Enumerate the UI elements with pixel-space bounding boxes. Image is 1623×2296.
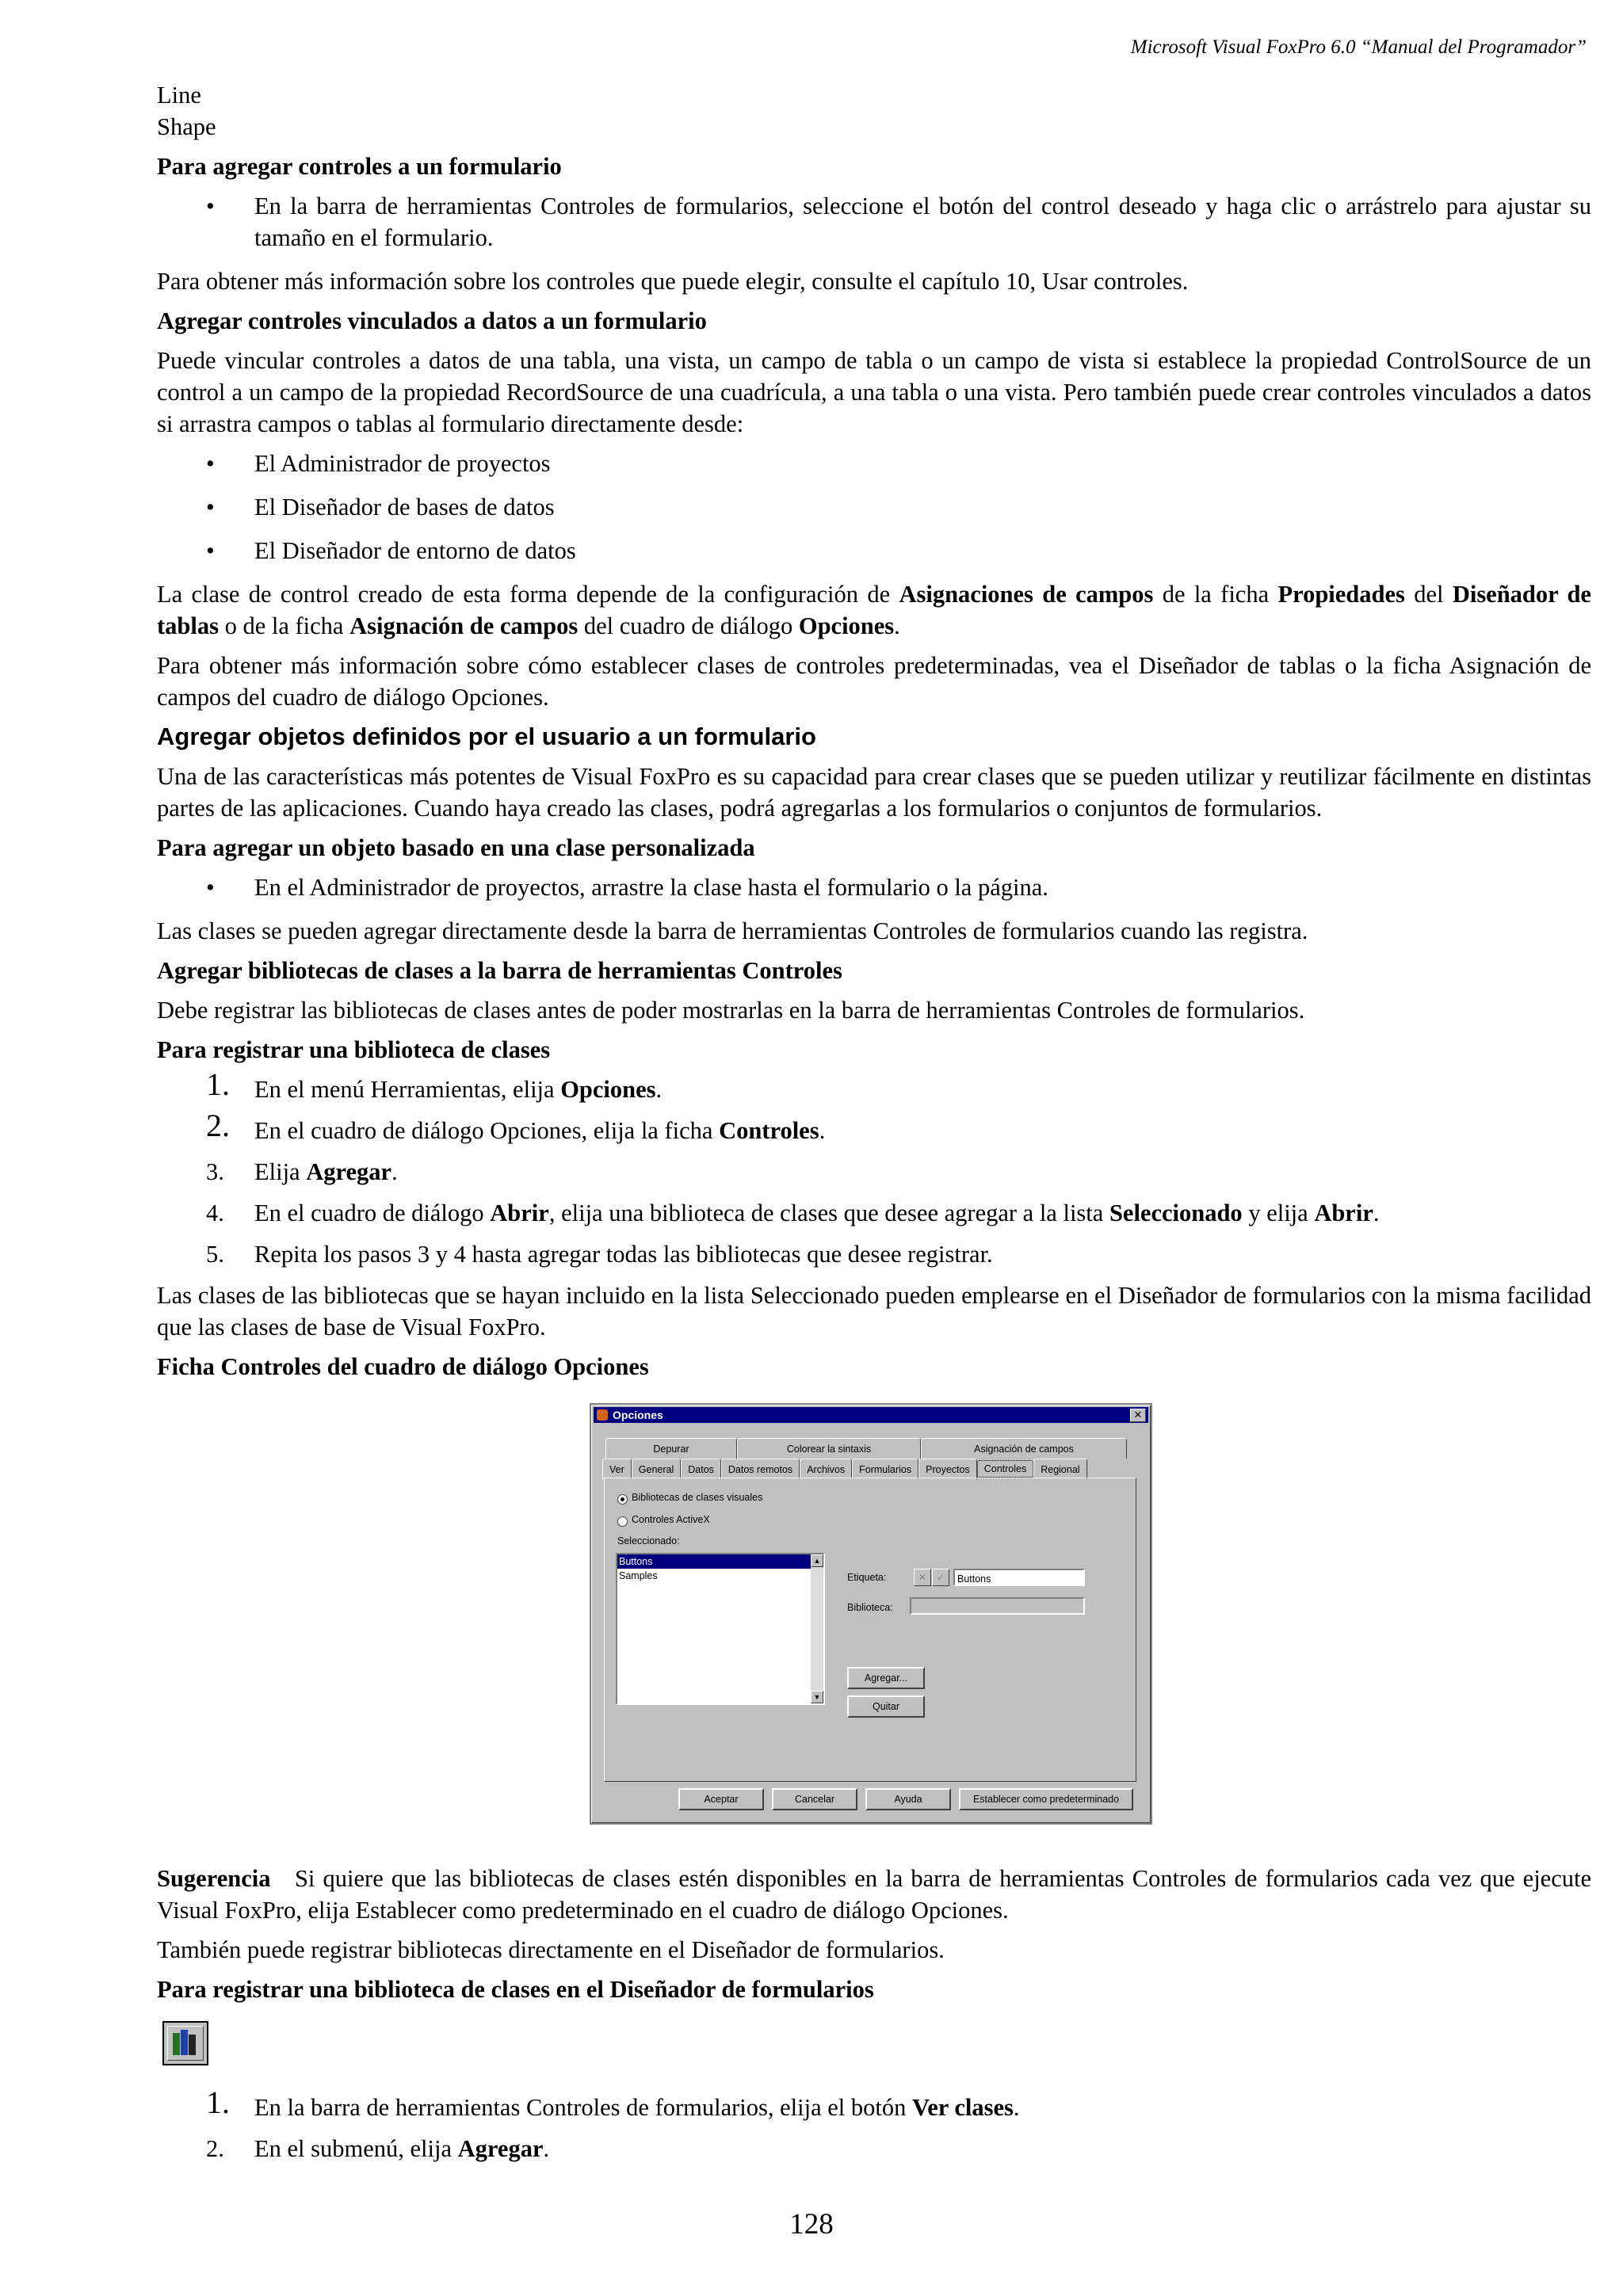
numbered-step: 3. Elija Agregar. xyxy=(206,1158,398,1185)
section-heading: Agregar bibliotecas de clases a la barra de herramientas Controles xyxy=(157,957,842,984)
tip-paragraph: Sugerencia Si quiere que las bibliotecas de clases estén disponibles en la barra de herramientas Controles de formularios cada vez que ejecute Visual FoxPro, elija Establecer como predeterminado en el cuadro de diálogo Opciones. xyxy=(157,1865,1592,1924)
tab-panel xyxy=(604,1478,1136,1782)
bullet-item: • En la barra de herramientas Controles de formularios, seleccione el botón del control deseado y haga clic o arrástrelo para ajustar su tamaño en el formulario. xyxy=(157,190,1591,254)
confirm-edit-icon[interactable]: ✓ xyxy=(932,1569,949,1586)
paragraph: Para obtener más información sobre los controles que puede elegir, consulte el capítulo 10, Usar controles. xyxy=(157,268,1189,295)
paragraph: Las clases de las bibliotecas que se hayan incluido en la lista Seleccionado pueden emplearse en el Diseñador de formularios con la misma facilidad que las clases de base de Visual FoxPro. xyxy=(157,1282,1591,1341)
selected-listbox[interactable] xyxy=(616,1553,825,1705)
intro-shape: Shape xyxy=(157,113,216,140)
biblioteca-field xyxy=(910,1597,1085,1615)
sub-heading: Para agregar un objeto basado en una clase personalizada xyxy=(157,834,755,861)
radio-visual-libraries-label: Bibliotecas de clases visuales xyxy=(632,1492,763,1503)
bullet-item: • En el Administrador de proyectos, arrastre la clase hasta el formulario o la página. xyxy=(157,871,1591,903)
bullet-icon: • xyxy=(206,193,215,219)
sub-heading: Para registrar una biblioteca de clases en el Diseñador de formularios xyxy=(157,1976,874,2003)
tab-controles[interactable]: Controles xyxy=(977,1460,1034,1478)
fox-icon xyxy=(597,1409,608,1421)
set-default-button[interactable]: Establecer como predeterminado xyxy=(959,1788,1133,1810)
view-classes-icon xyxy=(162,2021,208,2065)
tab-row-back xyxy=(605,1438,1127,1459)
numbered-step: 4. En el cuadro de diálogo Abrir, elija una biblioteca de clases que desee agregar a la lista Seleccionado y elija Abrir. xyxy=(206,1199,1380,1226)
bullet-icon: • xyxy=(206,874,215,901)
dialog-title: Opciones xyxy=(613,1409,663,1421)
figure-heading: Ficha Controles del cuadro de diálogo Opciones xyxy=(157,1353,649,1380)
tab-ver[interactable]: Ver xyxy=(602,1459,632,1479)
paragraph: Para obtener más información sobre cómo establecer clases de controles predeterminadas, vea el Diseñador de tablas o la ficha Asignación de campos del cuadro de diálogo Opciones. xyxy=(157,652,1591,711)
intro-line: Line xyxy=(157,82,201,109)
section-heading: Agregar objetos definidos por el usuario a un formulario xyxy=(157,723,816,750)
numbered-step: 1. En el menú Herramientas, elija Opciones. xyxy=(206,1066,663,1103)
numbered-step: 2. En el submenú, elija Agregar. xyxy=(206,2135,550,2162)
sub-heading: Para registrar una biblioteca de clases xyxy=(157,1036,551,1063)
list-item[interactable]: Buttons xyxy=(617,1554,823,1569)
tab-row-front xyxy=(602,1459,1087,1479)
bullet-item: • El Diseñador de bases de datos xyxy=(157,491,1591,523)
tab-archivos[interactable]: Archivos xyxy=(800,1459,852,1479)
tab-datos-remotos[interactable]: Datos remotos xyxy=(721,1459,800,1479)
biblioteca-label: Biblioteca: xyxy=(847,1602,893,1613)
paragraph: Una de las características más potentes de Visual FoxPro es su capacidad para crear clases que se pueden utilizar y reutilizar fácilmente en distintas partes de las aplicaciones. Cuando haya creado las clases, podrá agregarlas a los formularios o conjuntos de formularios. xyxy=(157,763,1591,822)
tab-datos[interactable]: Datos xyxy=(681,1459,721,1479)
paragraph: La clase de control creado de esta forma depende de la configuración de Asignaciones de campos de la ficha Propiedades del Diseñador de tablas o de la ficha Asignación de campos del cuadro de diálogo Opciones. xyxy=(157,581,1591,639)
remove-button[interactable]: Quitar xyxy=(847,1695,925,1718)
etiqueta-field[interactable]: Buttons xyxy=(953,1569,1085,1586)
section-heading: Agregar controles vinculados a datos a un formulario xyxy=(157,307,707,334)
cancel-button[interactable]: Cancelar xyxy=(772,1788,857,1810)
tab-regional[interactable]: Regional xyxy=(1033,1459,1086,1479)
tab-asignacion[interactable]: Asignación de campos xyxy=(921,1438,1127,1459)
numbered-step: 2. En el cuadro de diálogo Opciones, elija la ficha Controles. xyxy=(206,1108,826,1144)
scroll-down-icon[interactable]: ▼ xyxy=(811,1691,823,1703)
numbered-step: 5. Repita los pasos 3 y 4 hasta agregar todas las bibliotecas que desee registrar. xyxy=(206,1241,993,1268)
options-dialog xyxy=(590,1403,1152,1825)
tab-general[interactable]: General xyxy=(632,1459,681,1479)
tab-proyectos[interactable]: Proyectos xyxy=(918,1459,977,1479)
tab-formularios[interactable]: Formularios xyxy=(852,1459,918,1479)
ok-button[interactable]: Aceptar xyxy=(678,1788,764,1810)
paragraph: Debe registrar las bibliotecas de clases antes de poder mostrarlas en la barra de herramientas Controles de formularios. xyxy=(157,997,1305,1024)
close-button[interactable]: ✕ xyxy=(1130,1409,1146,1422)
list-item[interactable]: Samples xyxy=(619,1570,658,1581)
tab-depurar[interactable]: Depurar xyxy=(605,1438,737,1459)
figure xyxy=(157,1403,1591,1847)
paragraph: Las clases se pueden agregar directamente desde la barra de herramientas Controles de formularios cuando las registra. xyxy=(157,917,1308,944)
running-header: Microsoft Visual FoxPro 6.0 “Manual del Programador” xyxy=(1130,36,1587,58)
bullet-icon: • xyxy=(206,537,215,564)
cancel-edit-icon[interactable]: ✕ xyxy=(914,1569,931,1586)
help-button[interactable]: Ayuda xyxy=(865,1788,951,1810)
radio-activex[interactable] xyxy=(617,1516,628,1527)
radio-activex-label: Controles ActiveX xyxy=(632,1514,710,1525)
paragraph: También puede registrar bibliotecas directamente en el Diseñador de formularios. xyxy=(157,1936,945,1963)
scrollbar[interactable] xyxy=(811,1554,823,1703)
add-button[interactable]: Agregar... xyxy=(847,1667,925,1689)
etiqueta-label: Etiqueta: xyxy=(847,1572,887,1583)
scroll-up-icon[interactable]: ▲ xyxy=(811,1554,823,1567)
page-number: 128 xyxy=(789,2208,834,2241)
bullet-icon: • xyxy=(206,494,215,521)
paragraph: Puede vincular controles a datos de una tabla, una vista, un campo de tabla o un campo de vista si establece la propiedad ControlSource de un control a un campo de la propiedad RecordSource de una cuadrícula, a una tabla o una vista. Pero también puede crear controles vinculados a datos si arrastra campos o tablas al formulario directamente desde: xyxy=(157,347,1591,437)
selected-label: Seleccionado: xyxy=(617,1535,680,1547)
tab-colorear[interactable]: Colorear la sintaxis xyxy=(737,1438,921,1459)
section-heading: Para agregar controles a un formulario xyxy=(157,153,562,180)
page-content xyxy=(157,79,1591,2174)
bullet-icon: • xyxy=(206,450,215,477)
bullet-item: • El Diseñador de entorno de datos xyxy=(157,535,1591,566)
radio-visual-libraries[interactable] xyxy=(617,1494,628,1505)
numbered-step: 1. En la barra de herramientas Controles de formularios, elija el botón Ver clases. xyxy=(206,2084,1020,2121)
bullet-item: • El Administrador de proyectos xyxy=(157,448,1591,479)
tip-label: Sugerencia xyxy=(157,1865,271,1892)
dialog-titlebar xyxy=(594,1407,1148,1423)
